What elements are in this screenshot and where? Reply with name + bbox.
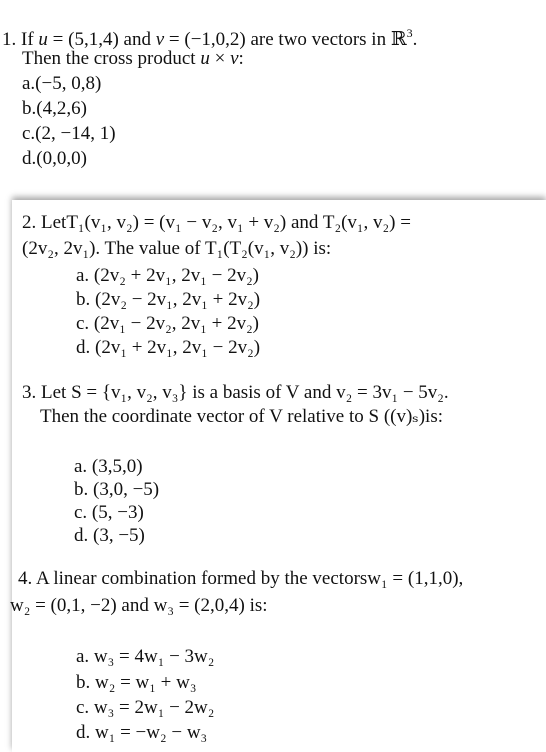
q2-stem-line2: (2v₂, 2v₁). The value of T₁(T₂(v₁, v₂)) is: bbox=[22, 238, 332, 259]
q1-var-v: v bbox=[230, 48, 239, 69]
q1-stem-line2 bbox=[22, 48, 244, 70]
q1-var-u: u bbox=[38, 29, 48, 50]
q1-dimension: 3 bbox=[406, 26, 413, 40]
q3-stem-line1: 3. Let S = {v₁, v₂, v₃} is a basis of V and v₂ = 3v₁ − 5v₂. bbox=[22, 382, 449, 403]
q1-option-b: b.(4,2,6) bbox=[22, 98, 87, 119]
q1-stem-part: Then the cross product bbox=[22, 48, 201, 69]
q1-stem-part: . bbox=[412, 29, 418, 50]
q1-stem-part: × bbox=[209, 48, 231, 69]
q2-option-d: d. (2v₁ + 2v₁, 2v₁ − 2v₂) bbox=[76, 337, 261, 358]
q1-stem-part: = (−1,0,2) are two vectors in ℝ bbox=[164, 29, 407, 50]
q1-var-u: u bbox=[200, 48, 210, 69]
q1-stem-line1 bbox=[2, 22, 417, 51]
q1-stem-part: : bbox=[238, 48, 244, 69]
q3-option-b: b. (3,0, −5) bbox=[74, 479, 160, 500]
q1-option-c: c.(2, −14, 1) bbox=[22, 123, 116, 144]
q4-option-b: b. w₂ = w₁ + w₃ bbox=[76, 672, 197, 693]
q1-option-d: d.(0,0,0) bbox=[22, 148, 87, 169]
questions-2-4-panel bbox=[12, 200, 546, 752]
q2-option-c: c. (2v₁ − 2v₂, 2v₁ + 2v₂) bbox=[76, 313, 260, 334]
q3-option-a: a. (3,5,0) bbox=[74, 456, 143, 477]
q3-stem-line2: Then the coordinate vector of V relative to S ((v)ₛ)is: bbox=[40, 406, 443, 427]
q2-option-b: b. (2v₂ − 2v₁, 2v₁ + 2v₂) bbox=[76, 289, 261, 310]
q4-stem-line1: 4. A linear combination formed by the vectorsw₁ = (1,1,0), bbox=[18, 568, 464, 589]
q4-option-c: c. w₃ = 2w₁ − 2w₂ bbox=[76, 697, 215, 718]
q2-stem-line1: 2. LetT₁(v₁, v₂) = (v₁ − v₂, v₁ + v₂) and T₂(v₁, v₂) = bbox=[22, 212, 411, 233]
q2-option-a: a. (2v₂ + 2v₁, 2v₁ − 2v₂) bbox=[76, 265, 260, 286]
q1-var-v: v bbox=[155, 29, 165, 50]
q4-stem-line2: w₂ = (0,1, −2) and w₃ = (2,0,4) is: bbox=[10, 595, 268, 616]
q1-stem-part: = (5,1,4) and bbox=[47, 29, 156, 50]
question-1-panel bbox=[0, 0, 546, 200]
q1-stem-part: 1. If bbox=[2, 29, 39, 50]
q3-option-c: c. (5, −3) bbox=[74, 502, 144, 523]
q4-option-d: d. w₁ = −w₂ − w₃ bbox=[76, 722, 208, 743]
q1-option-a: a.(−5, 0,8) bbox=[22, 73, 102, 94]
q4-option-a: a. w₃ = 4w₁ − 3w₂ bbox=[76, 646, 215, 667]
q3-option-d: d. (3, −5) bbox=[74, 525, 145, 546]
